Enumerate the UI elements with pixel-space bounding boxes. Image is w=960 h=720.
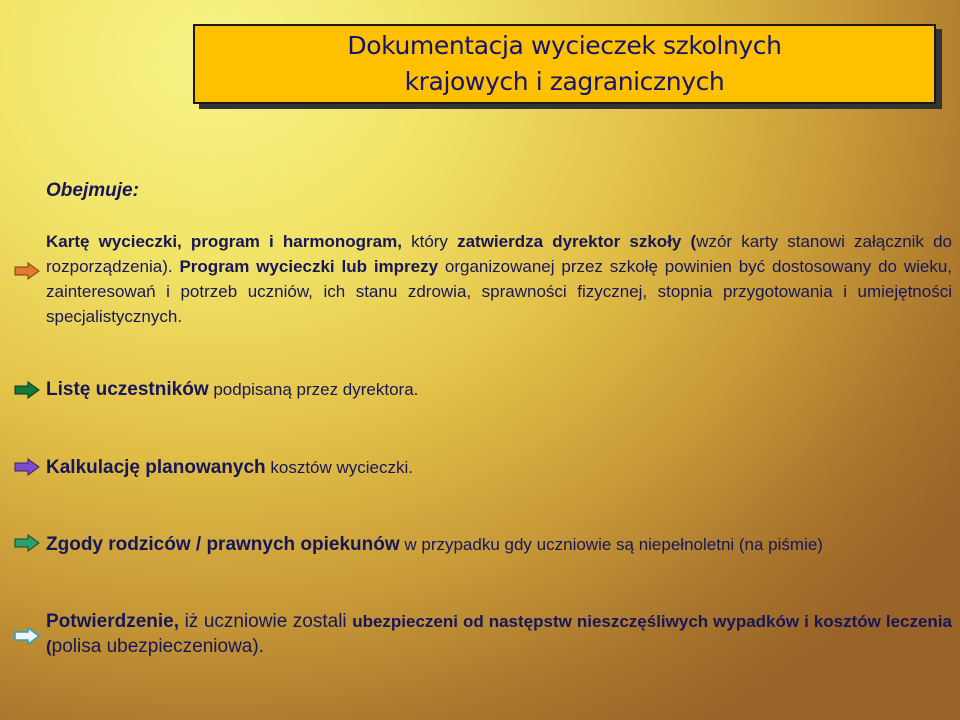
item-insurance [46, 609, 952, 659]
item-costs [46, 455, 952, 480]
item-1-annex: wzór karty stanowi załącznik do rozporządzenia). [46, 232, 952, 276]
intro-label: Obejmuje: [46, 180, 139, 201]
item-2-bold: Listę uczestników [46, 379, 209, 400]
arrow-right-icon [14, 458, 40, 476]
arrow-right-icon [14, 534, 40, 552]
arrow-right-icon [14, 381, 40, 399]
title-line-2: krajowych i zagranicznych [404, 67, 725, 96]
item-1-desc: organizowanej przez szkołę powinien być dostosowany do wieku, zainteresowań i potrzeb uczniów, ich stanu zdrowia, sprawności fizycznej, stopnia przygotowania i umiejętności specjalistycznych. [46, 257, 952, 326]
item-1-text: który [401, 232, 458, 251]
item-4-text: w przypadku gdy uczniowie są niepełnoletni (na piśmie) [399, 535, 823, 554]
item-5-policy: polisa ubezpieczeniowa). [51, 636, 264, 657]
item-2-text: podpisaną przez dyrektora. [208, 380, 419, 399]
item-trip-card [46, 229, 952, 329]
title-box [193, 24, 936, 104]
item-3-bold: Kalkulację planowanych [46, 457, 266, 478]
item-3-text: kosztów wycieczki. [265, 458, 414, 477]
item-1-program: Program wycieczki lub imprezy [179, 257, 439, 276]
arrow-right-icon [14, 627, 40, 645]
title-line-1: Dokumentacja wycieczek szkolnych [347, 31, 782, 60]
item-participants [46, 377, 952, 402]
item-5-text: iż uczniowie zostali [179, 611, 353, 632]
item-5-insured: ubezpieczeni od następstw nieszczęśliwych wypadków i kosztów leczenia ( [46, 612, 952, 656]
item-4-bold: Zgody rodziców / prawnych opiekunów [46, 534, 400, 555]
page-title [347, 28, 781, 100]
item-1-approve: zatwierdza dyrektor szkoły ( [457, 232, 697, 251]
item-parent-consent [46, 532, 952, 557]
arrow-right-icon [14, 262, 40, 280]
item-1-bold: Kartę wycieczki, program i harmonogram, [46, 232, 402, 251]
item-5-bold: Potwierdzenie, [46, 611, 180, 632]
